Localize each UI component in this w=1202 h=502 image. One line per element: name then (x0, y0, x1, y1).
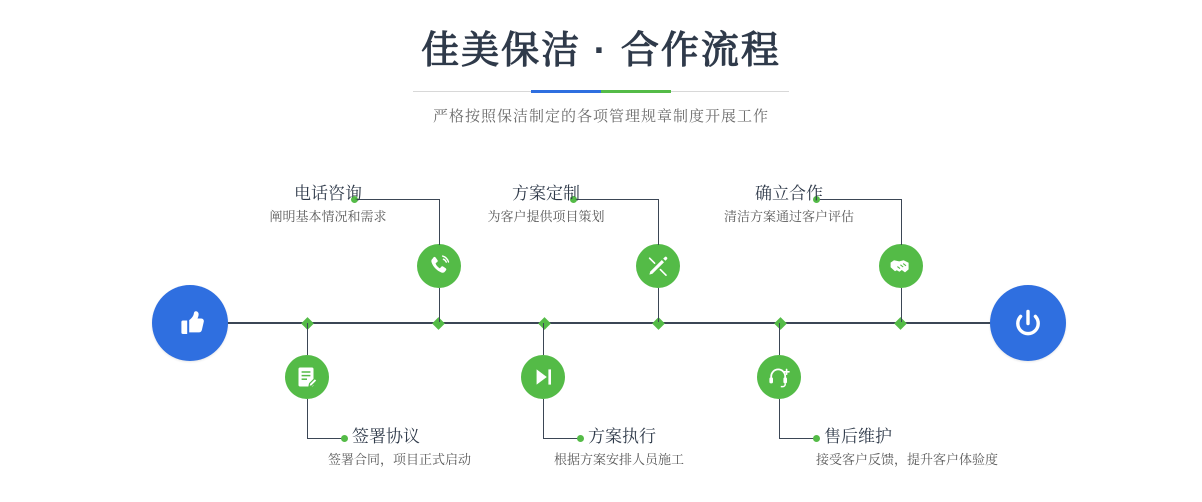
start-node (152, 285, 228, 361)
step-desc: 为客户提供项目策划 (487, 209, 605, 224)
phone-call-icon (426, 253, 452, 279)
divider-accent-blue (531, 90, 601, 93)
step-label-3 (470, 182, 622, 228)
connector-line (658, 288, 659, 322)
connector-line (779, 323, 780, 355)
axis-marker (774, 317, 787, 330)
thumbs-up-icon (170, 303, 210, 343)
title-divider (413, 90, 789, 93)
connector-dot (577, 435, 584, 442)
handshake-icon (888, 253, 914, 279)
step-desc: 接受客户反馈，提升客户体验度 (816, 452, 999, 467)
step-label-2 (328, 425, 472, 471)
connector-line (779, 438, 817, 439)
document-edit-icon (294, 364, 320, 390)
connector-line (901, 199, 902, 245)
connector-line (307, 438, 345, 439)
step-icon-5 (879, 244, 923, 288)
step-icon-3 (636, 244, 680, 288)
power-icon (1008, 303, 1048, 343)
step-title: 确立合作 (755, 184, 823, 203)
timeline (0, 160, 1202, 502)
step-title: 售后维护 (824, 427, 892, 446)
page-subtitle: 严格按照保洁制定的各项管理规章制度开展工作 (432, 108, 769, 125)
step-label-5 (713, 182, 865, 228)
connector-line (307, 399, 308, 439)
page-title: 佳美保洁 · 合作流程 (421, 30, 781, 72)
connector-line (307, 323, 308, 355)
end-node (990, 285, 1066, 361)
step-label-6 (816, 425, 999, 471)
header (0, 26, 1202, 126)
axis-marker (538, 317, 551, 330)
step-title: 电话咨询 (294, 184, 362, 203)
step-desc: 阐明基本情况和需求 (269, 209, 387, 224)
connector-line (543, 323, 544, 355)
connector-line (779, 399, 780, 439)
step-desc: 清洁方案通过客户评估 (723, 209, 854, 224)
connector-dot (341, 435, 348, 442)
divider-accent-green (601, 90, 671, 93)
step-icon-2 (285, 355, 329, 399)
connector-line (658, 199, 659, 245)
connector-line (543, 399, 544, 439)
step-label-4 (554, 425, 685, 471)
step-icon-1 (417, 244, 461, 288)
headset-support-icon (766, 364, 792, 390)
step-icon-6 (757, 355, 801, 399)
step-title: 方案执行 (588, 427, 656, 446)
step-desc: 签署合同，项目正式启动 (328, 452, 472, 467)
connector-line (901, 288, 902, 322)
step-desc: 根据方案安排人员施工 (554, 452, 685, 467)
connector-line (439, 288, 440, 322)
step-label-1 (253, 182, 403, 228)
step-icon-4 (521, 355, 565, 399)
connector-line (543, 438, 581, 439)
connector-dot (813, 435, 820, 442)
connector-line (439, 199, 440, 245)
step-title: 方案定制 (512, 184, 580, 203)
step-title: 签署协议 (352, 427, 420, 446)
pen-ruler-icon (645, 253, 671, 279)
play-forward-icon (530, 364, 556, 390)
